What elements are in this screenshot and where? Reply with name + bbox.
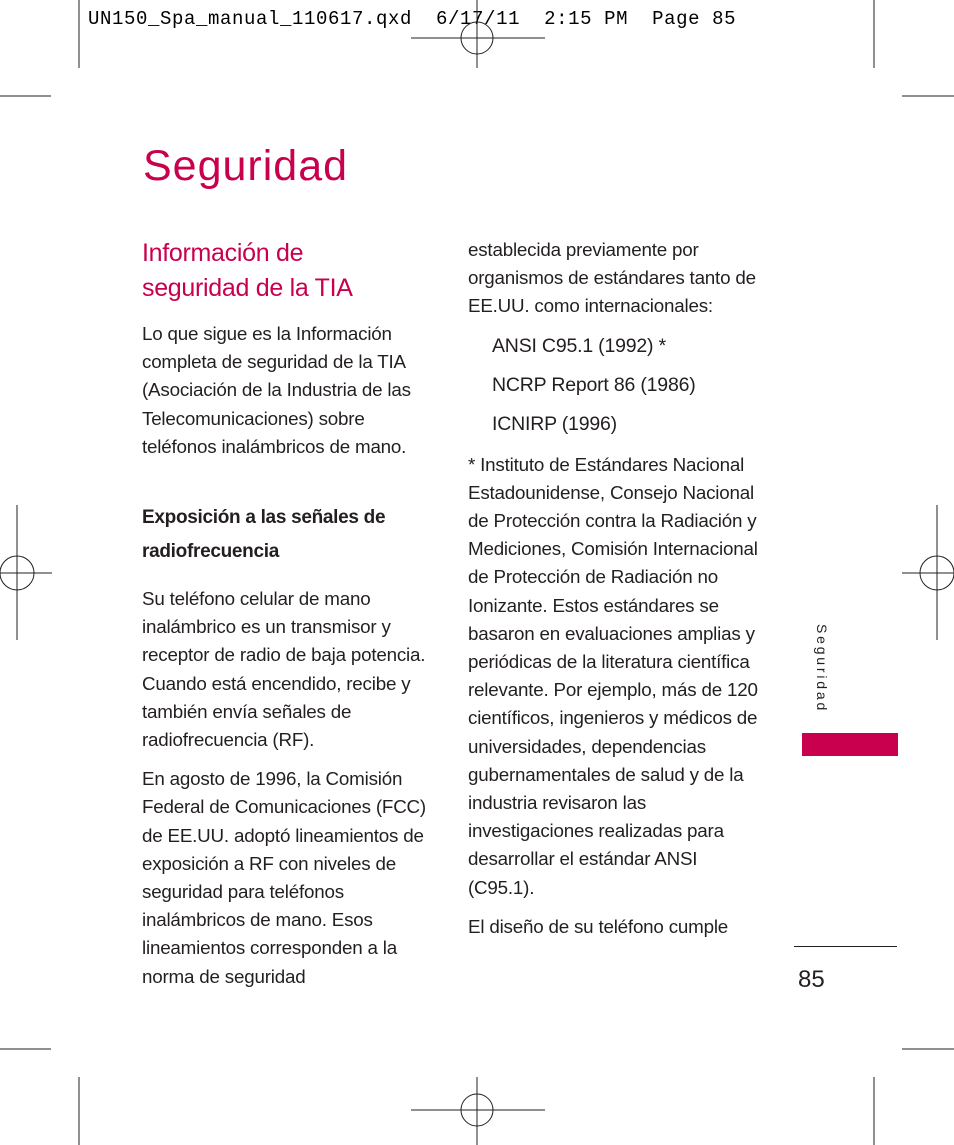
subheading-line-2: radiofrecuencia: [142, 541, 279, 563]
section-heading-line-2: seguridad de la TIA: [142, 274, 353, 302]
section-heading-line-1: Información de: [142, 239, 304, 267]
subheading-line-1: Exposición a las señales de: [142, 507, 386, 529]
standard-item: ANSI C95.1 (1992) *: [492, 334, 666, 357]
page-number-rule: [794, 946, 897, 947]
subheading: [142, 501, 442, 569]
footnote-paragraph: * Instituto de Estándares Nacional Estadounidense, Consejo Nacional de Protección contra la Radiación y Mediciones, Comisión Internacional de Protección de Radiación no Ionizante. Estos estándares se basaron en evaluaciones amplias y periódicas de la literatura científica relevante. Por ejemplo, más de 120 científicos, ingenieros y médicos de universidades, dependencias gubernamentales de salud y de la industria revisaron las investigaciones realizadas para desarrollar el estándar ANSI (C95.1).: [468, 453, 758, 898]
last-line: El diseño de su teléfono cumple: [468, 915, 729, 937]
fcc-paragraph: En agosto de 1996, la Comisión Federal de Comunicaciones (FCC) de EE.UU. adoptó lineamientos de exposición a RF con niveles de seguridad para teléfonos inalámbricos de mano. Esos lineamientos corresponden a la norma de seguridad: [142, 768, 426, 987]
page-number: 85: [798, 966, 825, 993]
page-title: Seguridad: [143, 142, 349, 190]
side-tab-label: Seguridad: [814, 624, 830, 714]
standard-item: NCRP Report 86 (1986): [492, 373, 696, 396]
standard-item: ICNIRP (1996): [492, 412, 617, 435]
left-column: [142, 236, 442, 991]
right-column: [468, 236, 768, 941]
print-slug: UN150_Spa_manual_110617.qxd 6/17/11 2:15 PM Page 85: [88, 8, 737, 30]
section-heading: [142, 236, 442, 306]
side-tab-marker: [802, 733, 898, 756]
continuation-paragraph: establecida previamente por organismos de estándares tanto de EE.UU. como internacionales:: [468, 239, 756, 317]
rf-paragraph: Su teléfono celular de mano inalámbrico es un transmisor y receptor de radio de baja potencia. Cuando está encendido, recibe y también envía señales de radiofrecuencia (RF).: [142, 588, 426, 751]
intro-paragraph: Lo que sigue es la Información completa de seguridad de la TIA (Asociación de la Industria de las Telecomunicaciones) sobre teléfonos inalámbricos de mano.: [142, 323, 411, 457]
